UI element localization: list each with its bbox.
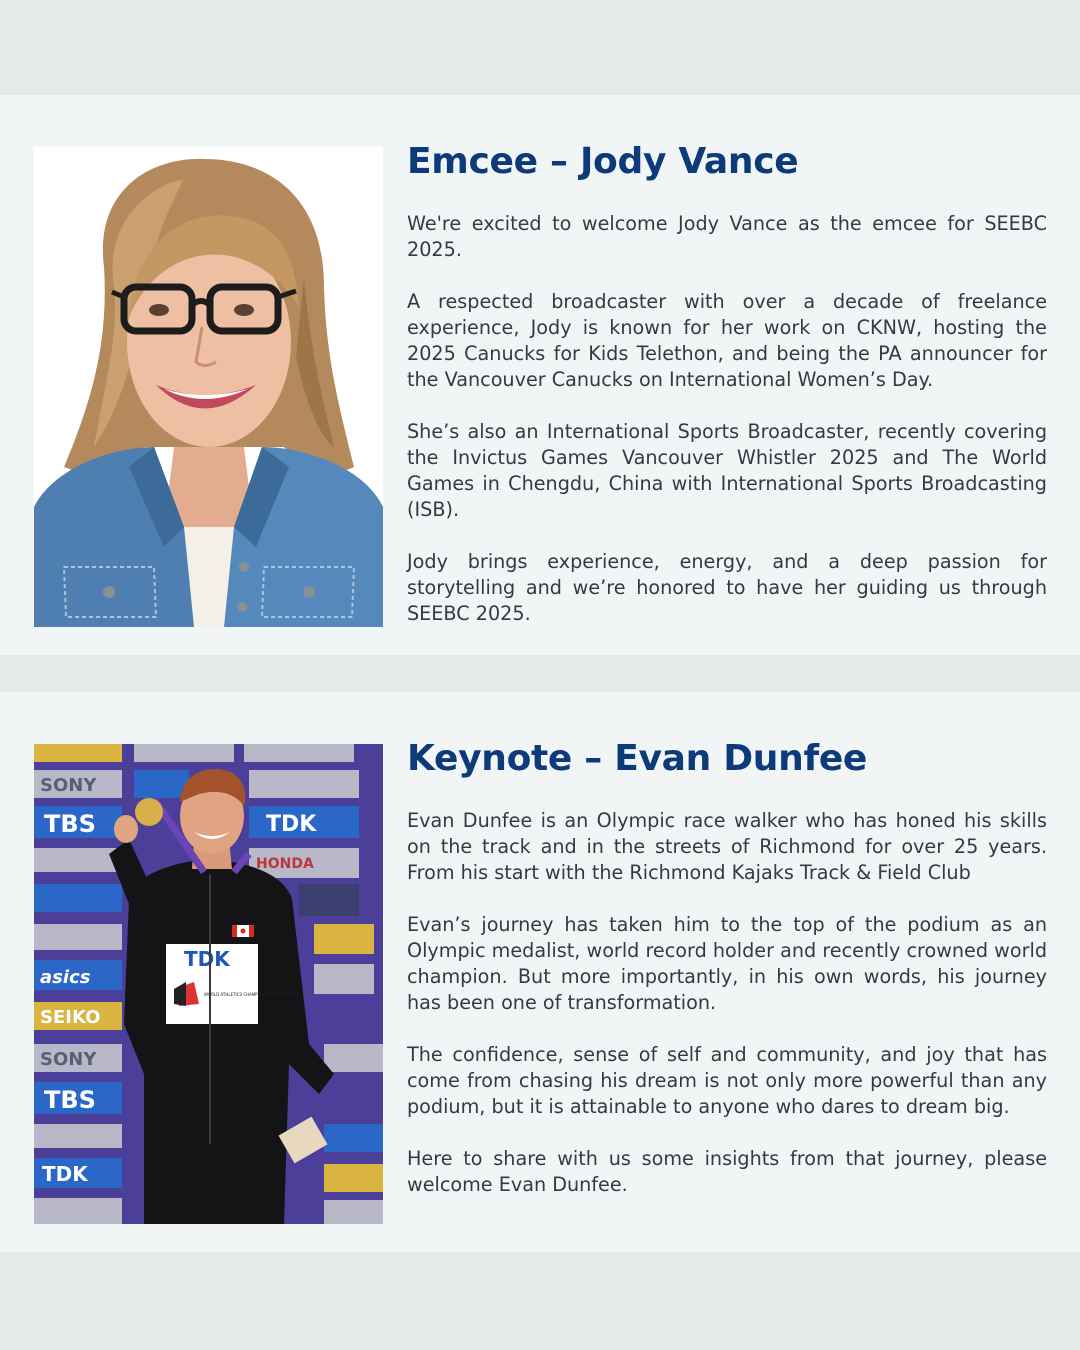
emcee-card [0, 95, 1080, 655]
emcee-paragraph-2: A respected broadcaster with over a decade of freelance experience, Jody is known for her work on CKNW, hosting the 2025 Canucks for Kids Telethon, and being the PA announcer for the Vancouver Canucks on International Women’s Day. [407, 290, 1047, 391]
sponsor-sony-2: SONY [40, 1049, 97, 1070]
keynote-paragraph-3: The confidence, sense of self and community, and joy that has come from chasing his dream is not only more powerful than any podium, but it is attainable to anyone who dares to dream big. [407, 1043, 1047, 1118]
sponsor-tbs-2: TBS [44, 1086, 96, 1114]
emcee-title: Emcee – Jody Vance [407, 141, 799, 182]
emcee-content [407, 139, 1047, 627]
bib-brand: TDK [184, 947, 230, 971]
sponsor-honda-1: HONDA [256, 856, 314, 872]
emcee-paragraph-3: She’s also an International Sports Broadcaster, recently covering the Invictus Games Vancouver Whistler 2025 and The World Games in Chengdu, China with International Sports Broadcasting (ISB). [407, 420, 1047, 521]
emcee-paragraph-1: We're excited to welcome Jody Vance as the emcee for SEEBC 2025. [407, 212, 1047, 261]
sponsor-tbs-1: TBS [44, 810, 96, 838]
keynote-title: Keynote – Evan Dunfee [407, 738, 868, 779]
sponsor-tdk-1: TDK [266, 812, 317, 837]
sponsor-sony-1: SONY [40, 775, 97, 796]
keynote-paragraph-2: Evan’s journey has taken him to the top of the podium as an Olympic medalist, world record holder and recently crowned world champion. But more importantly, in his own words, his journey has been one of transformation. [407, 913, 1047, 1014]
keynote-paragraph-4: Here to share with us some insights from that journey, please welcome Evan Dunfee. [407, 1147, 1047, 1196]
sponsor-seiko-1: SEIKO [40, 1007, 101, 1028]
evan-dunfee-photo [34, 744, 383, 1224]
sponsor-asics-1: asics [40, 967, 91, 988]
keynote-card [0, 692, 1080, 1252]
jody-vance-photo [34, 147, 383, 627]
keynote-content [407, 736, 1047, 1198]
bib-event: WORLD ATHLETICS CHAMPIONSHIPS TOKYO 25 [204, 992, 298, 997]
emcee-paragraph-4: Jody brings experience, energy, and a deep passion for storytelling and we’re honored to have her guiding us through SEEBC 2025. [407, 550, 1047, 625]
keynote-paragraph-1: Evan Dunfee is an Olympic race walker who has honed his skills on the track and in the streets of Richmond for over 25 years. From his start with the Richmond Kajaks Track & Field Club [407, 809, 1047, 884]
sponsor-tdk-2: TDK [42, 1162, 88, 1186]
